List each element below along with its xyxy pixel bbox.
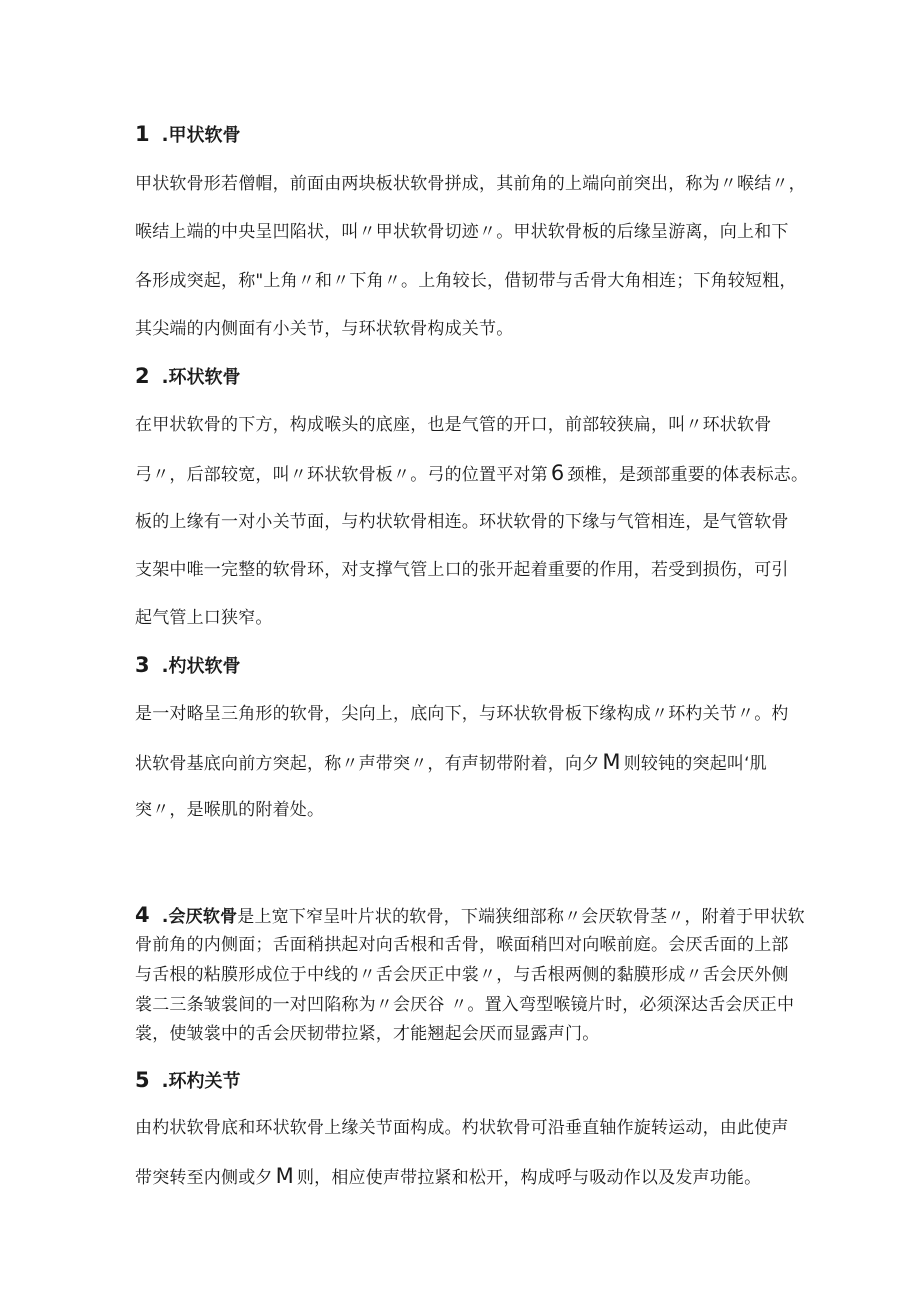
section-title: .环状软骨 bbox=[161, 367, 241, 388]
section-number: 1 bbox=[135, 122, 150, 146]
section-title: .杓状软骨 bbox=[161, 656, 241, 677]
paragraph-line: 支架中唯一完整的软骨环，对支撑气管上口的张开起着重要的作用，若受到损伤，可引 bbox=[135, 560, 789, 580]
paragraph-line: 与舌根的粘膜形成位于中线的〃舌会厌正中裳〃，与舌根两侧的黏膜形成〃舌会厌外侧 bbox=[135, 965, 789, 985]
paragraph-line: 在甲状软骨的下方，构成喉头的底座，也是气管的开口，前部较狭扁，叫〃环状软骨 bbox=[135, 415, 772, 435]
paragraph-line bbox=[135, 750, 767, 776]
line-text: 是上宽下窄呈叶片状的软骨，下端狭细部称〃会厌软骨茎〃，附着于甲状软 bbox=[237, 907, 805, 927]
paragraph-line: 裳，使皱裳中的舌会厌韧带拉紧，才能翘起会厌而显露声门。 bbox=[135, 1024, 600, 1044]
paragraph-line: 甲状软骨形若僧帽，前面由两块板状软骨拼成，其前角的上端向前突出，称为〃喉结〃， bbox=[135, 174, 806, 194]
section-5-heading bbox=[135, 1068, 240, 1094]
line-letter: M bbox=[275, 1164, 294, 1188]
paragraph-line: 其尖端的内侧面有小关节，与环状软骨构成关节。 bbox=[135, 319, 514, 339]
line-text: 颈椎，是颈部重要的体表标志。 bbox=[567, 465, 809, 485]
line-text: 带突转至内侧或夕 bbox=[135, 1168, 273, 1188]
paragraph-line: 是一对略呈三角形的软骨，尖向上，底向下，与环状软骨板下缘构成〃环杓关节〃。杓 bbox=[135, 704, 789, 724]
line-text: 则较钝的突起叫‘肌 bbox=[623, 754, 767, 774]
paragraph-line: 骨前角的内侧面；舌面稍拱起对向舌根和舌骨，喉面稍凹对向喉前庭。会厌舌面的上部 bbox=[135, 935, 789, 955]
section-title: .环杓关节 bbox=[161, 1071, 241, 1092]
paragraph-line: 裳二三条皱裳间的一对凹陷称为〃会厌谷 〃。置入弯型喉镜片时，必须深达舌会厌正中 bbox=[135, 995, 795, 1015]
line-text: 状软骨基底向前方突起，称〃声带突〃，有声韧带附着，向夕 bbox=[135, 754, 600, 774]
paragraph-line: 由杓状软骨底和环状软骨上缘关节面构成。杓状软骨可沿垂直轴作旋转运动，由此使声 bbox=[135, 1118, 789, 1138]
section-title: .会厌软骨 bbox=[161, 907, 238, 927]
paragraph-line bbox=[135, 461, 808, 487]
line-text: 弓〃，后部较宽，叫〃环状软骨板〃。弓的位置平对第 bbox=[135, 465, 548, 485]
section-1-heading bbox=[135, 122, 240, 148]
section-3-heading bbox=[135, 653, 240, 679]
line-number: 6 bbox=[550, 461, 565, 485]
paragraph-line: 各形成突起，称"上角〃和〃下角〃。上角较长，借韧带与舌骨大角相连；下角较短粗， bbox=[135, 271, 797, 291]
paragraph-line: 突〃，是喉肌的附着处。 bbox=[135, 800, 325, 820]
line-letter: M bbox=[602, 750, 621, 774]
paragraph-line: 起气管上口狭窄。 bbox=[135, 608, 273, 628]
section-number: 4 bbox=[135, 903, 150, 927]
paragraph-line bbox=[135, 1164, 761, 1190]
paragraph-line: 喉结上端的中央呈凹陷状，叫〃甲状软骨切迹〃。甲状软骨板的后缘呈游离，向上和下 bbox=[135, 222, 789, 242]
section-number: 5 bbox=[135, 1068, 150, 1092]
section-number: 2 bbox=[135, 364, 150, 388]
section-4-first-line bbox=[135, 903, 805, 929]
section-number: 3 bbox=[135, 653, 150, 677]
section-2-heading bbox=[135, 364, 240, 390]
line-text: 则，相应使声带拉紧和松开，构成呼与吸动作以及发声功能。 bbox=[296, 1168, 762, 1188]
section-title: .甲状软骨 bbox=[161, 125, 241, 146]
paragraph-line: 板的上缘有一对小关节面，与杓状软骨相连。环状软骨的下缘与气管相连，是气管软骨 bbox=[135, 512, 789, 532]
